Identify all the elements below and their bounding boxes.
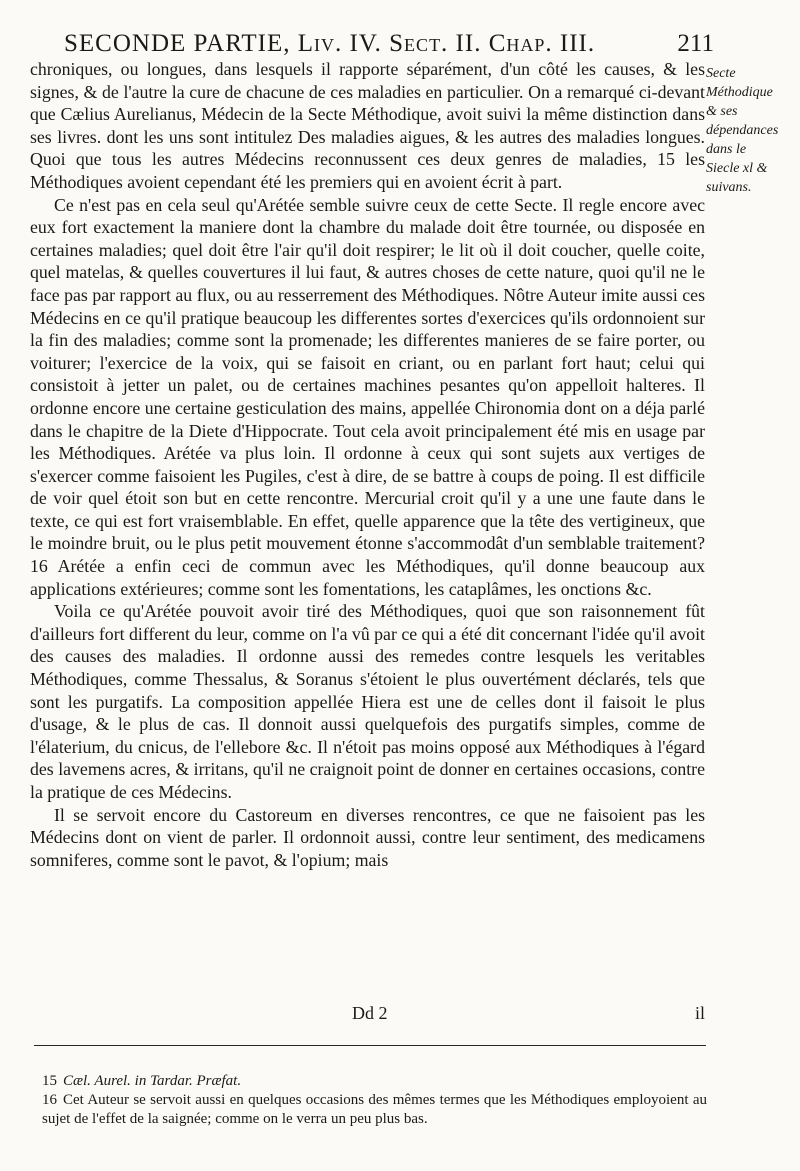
paragraph: chroniques, ou longues, dans lesquels il rapporte séparément, d'un côté les causes, & les signes, & de l'autre la cure de chacune de ces maladies en particulier. On a remarqué ci-devant que Cælius Aurelianus, Médecin de la Secte Méthodique, avoit suivi la même distinction dans ses livres. dont les uns sont intitulez Des maladies aigues, & les autres des maladies longues. Quoi que tous les autres Médecins reconnussent ces deux genres de maladies, 15 les Méthodiques avoient cependant été les premiers qui en avoient écrit à part. (30, 59, 705, 192)
margin-note: Secte Méthodique & ses dépendances dans le Siecle xl & suivans. (706, 66, 779, 195)
page-footer (30, 1003, 705, 1027)
paragraph: Voila ce qu'Arétée pouvoit avoir tiré des Méthodiques, quoi que son raisonnement fût d'ailleurs fort different du leur, comme on l'a vû par ce qui a été dit concernant l'idée qu'il avoit des causes des maladies. Il ordonne aussi des remedes contre lesquels les veritables Méthodiques, comme Thessalus, & Soranus s'étoient le plus ouvertément déclarés, tels que sont les purgatifs. La composition appellée Hiera est une de celles dont il faisoit le plus d'usage, & le plus de cas. Il donnoit aussi quelquefois des purgatifs simples, comme de l'élaterium, du cnicus, de l'ellebore &c. Il n'étoit pas moins opposé aux Méthodiques à l'égard des lavemens acres, & irritans, qu'il ne craignoit point de donner en certaines occasions, contre la pratique de ces Médecins. (30, 601, 705, 802)
running-title: SECONDE PARTIE, Liv. IV. Sect. II. Chap. III. (64, 30, 596, 57)
catchword: il (694, 1003, 705, 1023)
footnote-text: Cæl. Aurel. in Tardar. Præfat. (63, 1073, 242, 1089)
signature-mark: Dd 2 (352, 1003, 388, 1023)
footnote (42, 1072, 707, 1091)
footnote-text: Cet Auteur se servoit aussi en quelques occasions des mêmes termes que les Méthodiques employoient au sujet de l'effet de la saignée; comme on le verra un peu plus bas. (42, 1092, 707, 1127)
main-text (30, 58, 705, 871)
page-number: 211 (677, 30, 714, 57)
footnote-number: 16 (42, 1092, 57, 1108)
paragraph: Il se servoit encore du Castoreum en diverses rencontres, ce que ne faisoient pas les Médecins dont on vient de parler. Il ordonnoit aussi, contre leur sentiment, des medicamens somniferes, comme sont le pavot, & l'opium; mais (30, 804, 705, 870)
footnote (42, 1091, 707, 1129)
footnote-divider (34, 1045, 706, 1046)
footnotes (42, 1072, 707, 1129)
footnote-number: 15 (42, 1073, 57, 1089)
paragraph: Ce n'est pas en cela seul qu'Arétée semble suivre ceux de cette Secte. Il regle encore avec eux fort exactement la maniere dont la chambre du malade doit être tournée, ou disposée en certaines maladies; quel doit être l'air qu'il doit respirer; le lit où il doit coucher, quelle coite, quel matelas, & quelles couvertures il lui faut, & autres choses de cette nature, quoi qu'il ne le face pas par rapport au flux, ou au resserrement des Méthodiques. Nôtre Auteur imite aussi ces Médecins en ce qu'il pratique beaucoup les differentes sortes d'exercices qu'ils ordonnoient sur la fin des maladies; comme sont la promenade; les differentes manieres de se faire porter, ou voiturer; l'exercice de la voix, qui se faisoit en criant, ou en parlant fort haut; celui qui consistoit à jetter un palet, ou de certaines machines pesantes qu'on appelloit halteres. Il ordonne encore une certaine gesticulation des mains, appellée Chironomia dont on a déja parlé dans le chapitre de la Diete d'Hippocrate. Tout cela avoit principalement été mis en usage par les Méthodiques. Arétée va plus loin. Il ordonne à ceux qui sont sujets aux vertiges de s'exercer comme faisoient les Pugiles, c'est à dire, de se battre à coups de poing. Il est difficile de voir quel étoit son but en cette rencontre. Mercurial croit qu'il y a une une faute dans le texte, ce qui est fort vraisemblable. En effet, quelle apparence que la tête des vertigineux, que le moindre bruit, ou le plus petit mouvement étonne s'accommodât d'un semblable traitement? 16 Arétée a enfin ceci de commun avec les Méthodiques, qu'il donne beaucoup aux applications extérieures; comme sont les fomentations, les cataplâmes, les onctions &c. (30, 194, 705, 599)
